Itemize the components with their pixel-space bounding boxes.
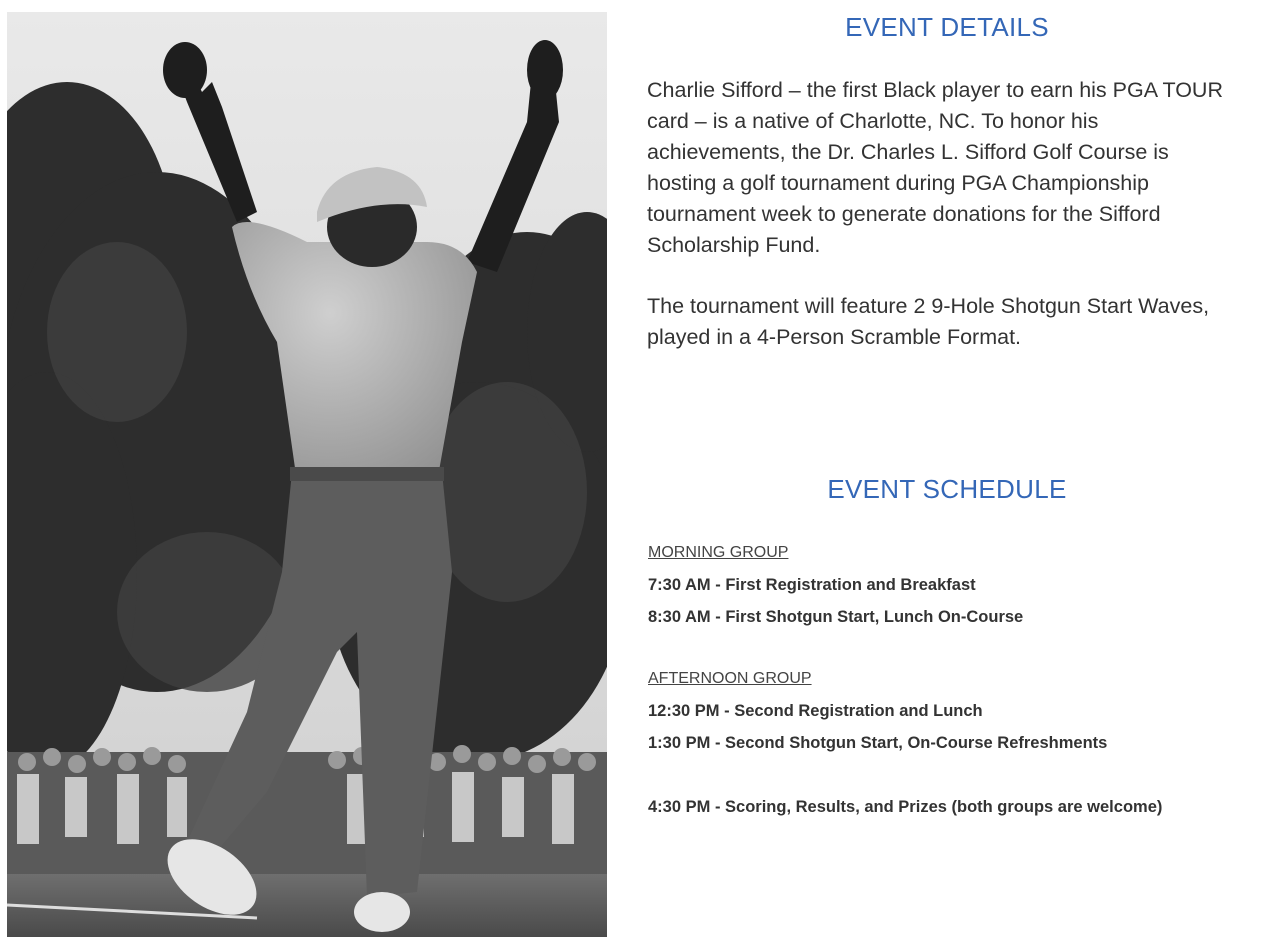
- schedule-closing-item: 4:30 PM - Scoring, Results, and Prizes (both groups are welcome): [648, 798, 1163, 816]
- event-schedule-title: EVENT SCHEDULE: [827, 474, 1067, 504]
- golfer-celebrating-photo-illustration: [7, 12, 607, 937]
- schedule-item: 1:30 PM - Second Shotgun Start, On-Course Refreshments: [648, 734, 1108, 752]
- event-details-paragraph-1: Charlie Sifford – the first Black player to earn his PGA TOUR card – is a native of Charlotte, NC. To honor his achievements, the Dr. Charles L. Sifford Golf Course is hosting a golf tournament during PGA Championship tournament week to generate donations for the Sifford Scholarship Fund.: [647, 78, 1223, 257]
- afternoon-group-label: AFTERNOON GROUP: [648, 670, 812, 687]
- event-details-title: EVENT DETAILS: [845, 12, 1049, 42]
- golfer-photo: [7, 12, 607, 937]
- morning-group-label: MORNING GROUP: [648, 544, 789, 561]
- event-details-paragraph-2: The tournament will feature 2 9-Hole Shotgun Start Waves, played in a 4-Person Scramble Format.: [647, 294, 1210, 349]
- schedule-item: 12:30 PM - Second Registration and Lunch: [648, 702, 983, 720]
- schedule-item: 7:30 AM - First Registration and Breakfast: [648, 576, 976, 594]
- schedule-item: 8:30 AM - First Shotgun Start, Lunch On-Course: [648, 608, 1024, 626]
